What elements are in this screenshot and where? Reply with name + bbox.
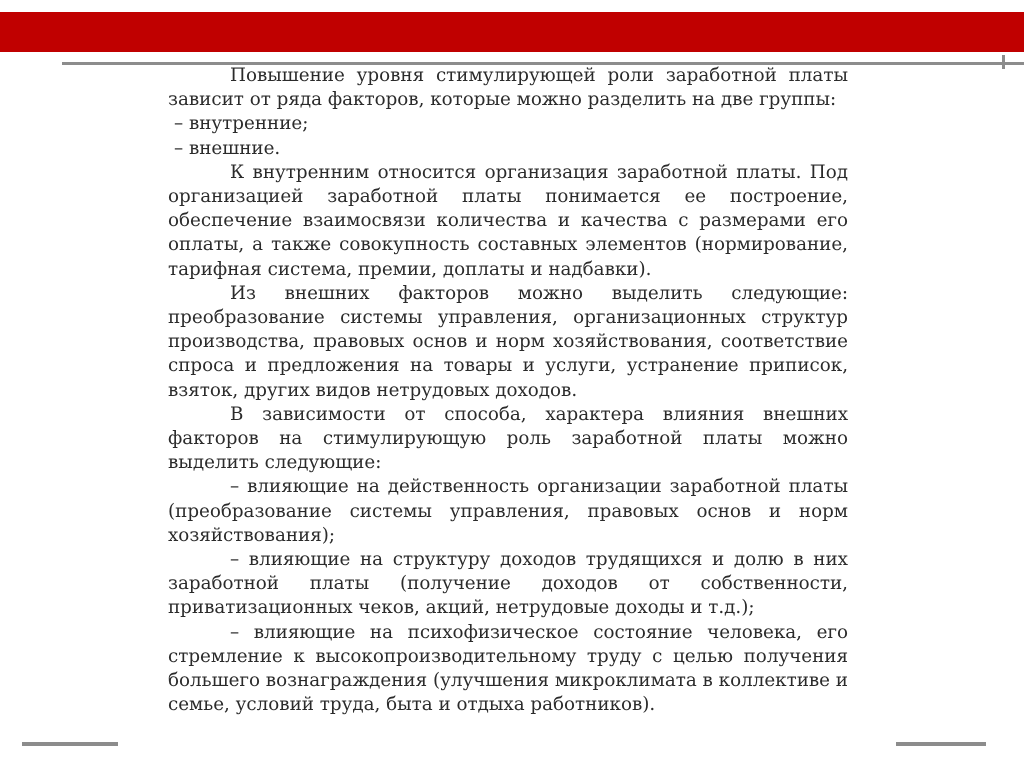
paragraph-external-factors: Из внешних факторов можно выделить следующие: преобразование системы управления, организационных структур производства, правовых основ и норм хозяйствования, соответствие спроса и предложения на товары и услуги, устранение приписок, взяток, других видов нетрудовых доходов. — [168, 282, 848, 401]
header-bar — [0, 12, 1024, 52]
paragraph-intro: Повышение уровня стимулирующей роли заработной платы зависит от ряда факторов, которые можно разделить на две группы: — [168, 65, 848, 111]
list-item-external: – внешние. — [174, 137, 281, 159]
bottom-divider-right — [896, 742, 986, 746]
paragraph-internal-factors: К внутренним относится организация заработной платы. Под организацией заработной платы понимается ее построение, обеспечение взаимосвязи количества и качества с размерами его оплаты, а также совокупность составных элементов (нормирование, тарифная система, премии, доплаты и надбавки). — [168, 161, 848, 280]
top-divider-end — [1002, 55, 1005, 69]
bottom-divider-left — [22, 742, 118, 746]
influence-item-effectiveness: – влияющие на действенность организации заработной платы (преобразование системы управления, правовых основ и норм хозяйствования); — [168, 476, 848, 546]
influence-item-psychophysical: – влияющие на психофизическое состояние человека, его стремление к высокопроизводительному труду с целью получения большего вознаграждения (улучшения микроклимата в коллективе и семье, условий труда, быта и отдыха работников). — [168, 621, 848, 716]
document-page — [168, 64, 848, 764]
list-item-internal: – внутренние; — [174, 113, 309, 135]
influence-item-income-structure: – влияющие на структуру доходов трудящихся и долю в них заработной платы (получение доходов от собственности, приватизационных чеков, акций, нетрудовые доходы и т.д.); — [168, 549, 848, 619]
paragraph-influence: В зависимости от способа, характера влияния внешних факторов на стимулирующую роль заработной платы можно выделить следующие: — [168, 403, 848, 474]
